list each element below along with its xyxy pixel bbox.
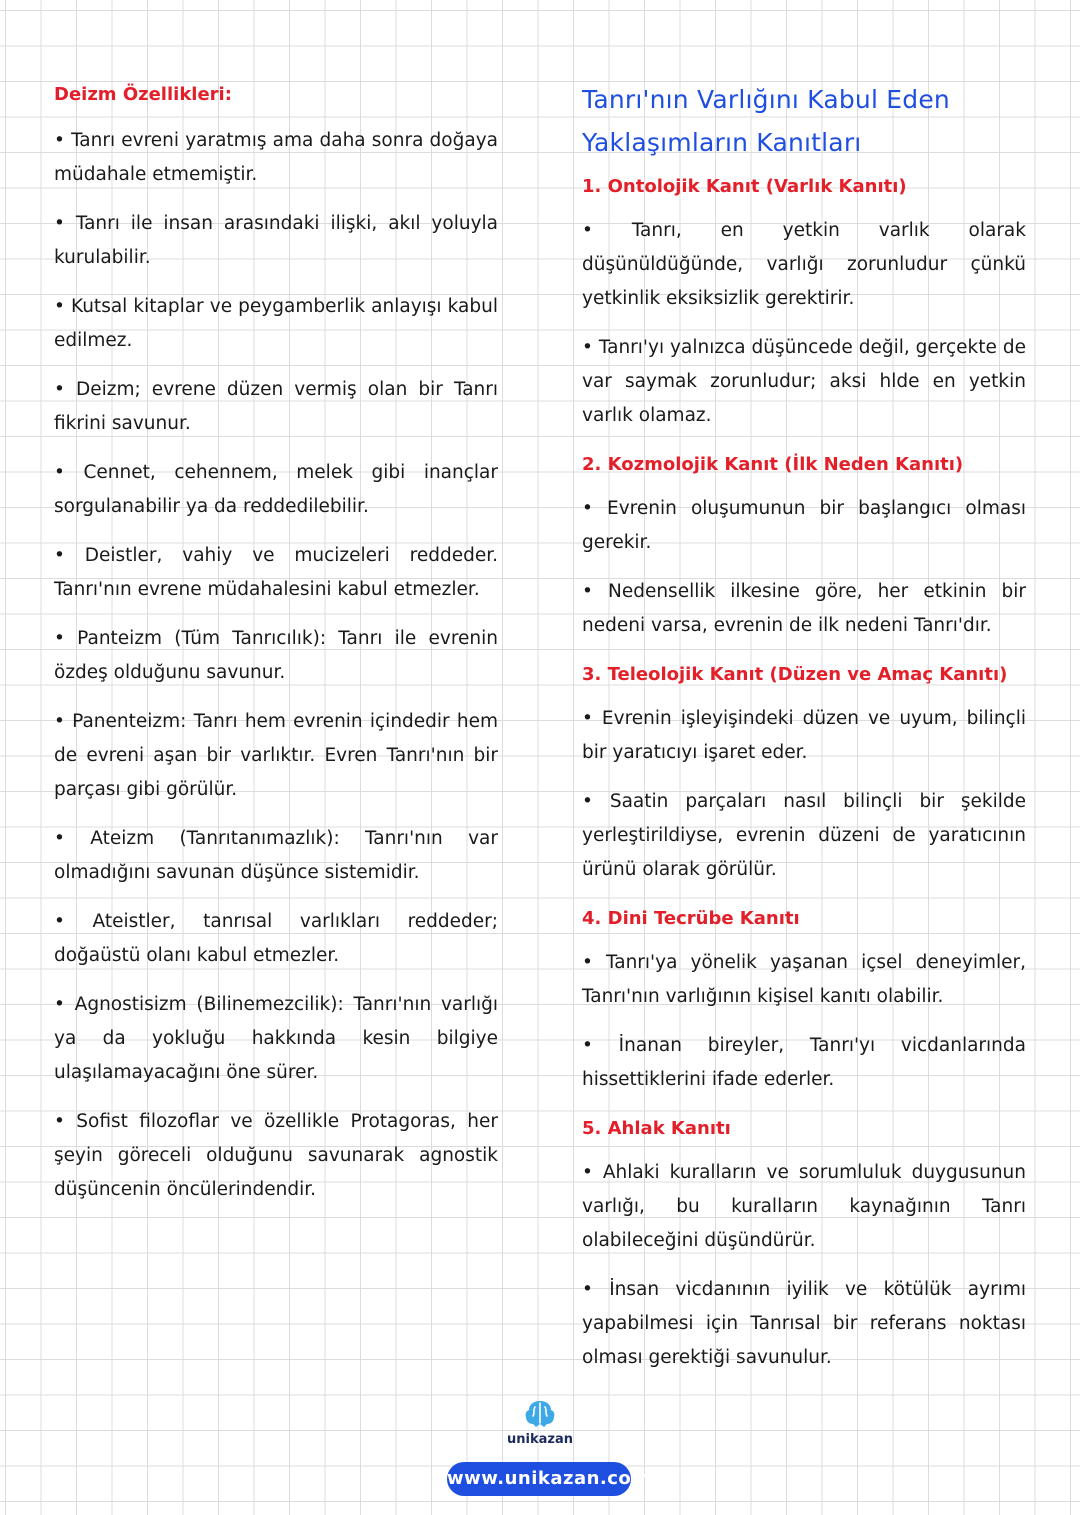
left-paragraph: • Kutsal kitaplar ve peygamberlik anlayışı kabul edilmez. xyxy=(54,296,498,351)
left-paragraph: • Deistler, vahiy ve mucizeleri reddeder. Tanrı'nın evrene müdahalesini kabul etmezler. xyxy=(54,545,498,600)
left-paragraph: • Ateizm (Tanrıtanımazlık): Tanrı'nın var olmadığını savunan düşünce sistemidir. xyxy=(54,828,498,883)
right-paragraph: • İnanan bireyler, Tanrı'yı vicdanlarında hissettiklerini ifade ederler. xyxy=(582,1035,1026,1090)
left-paragraph: • Sofist filozoflar ve özellikle Protagoras, her şeyin göreceli olduğunu savunarak agnostik düşüncenin öncülerindendir. xyxy=(54,1111,498,1200)
section-heading-cosmological: 2. Kozmolojik Kanıt (İlk Neden Kanıtı) xyxy=(582,454,964,475)
brain-logo-icon xyxy=(523,1398,557,1430)
title-line-1: Tanrı'nın Varlığını Kabul Eden xyxy=(582,85,950,114)
right-paragraph: • Saatin parçaları nasıl bilinçli bir şekilde yerleştirildiyse, evrenin düzeni de yaratıcının ürünü olarak görülür. xyxy=(582,791,1026,880)
section-heading-teleological: 3. Teleolojik Kanıt (Düzen ve Amaç Kanıtı) xyxy=(582,664,1008,685)
website-link[interactable]: www.unikazan.com xyxy=(447,1462,631,1496)
section-heading-ontological: 1. Ontolojik Kanıt (Varlık Kanıtı) xyxy=(582,176,907,197)
left-paragraph: • Panteizm (Tüm Tanrıcılık): Tanrı ile evrenin özdeş olduğunu savunur. xyxy=(54,628,498,683)
left-column xyxy=(54,78,498,1222)
right-paragraph: • İnsan vicdanının iyilik ve kötülük ayrımı yapabilmesi için Tanrısal bir referans noktası olması gerektiği savunulur. xyxy=(582,1279,1026,1368)
right-paragraph: • Evrenin işleyişindeki düzen ve uyum, bilinçli bir yaratıcıyı işaret eder. xyxy=(582,708,1026,763)
brand-logo[interactable] xyxy=(507,1398,573,1447)
right-paragraph: • Nedensellik ilkesine göre, her etkinin bir nedeni varsa, evrenin de ilk nedeni Tanrı'dır. xyxy=(582,581,1026,636)
left-paragraph: • Agnostisizm (Bilinemezcilik): Tanrı'nın varlığı ya da yokluğu hakkında kesin bilgiye ulaşılamayacağını öne sürer. xyxy=(54,994,498,1083)
section-heading-moral: 5. Ahlak Kanıtı xyxy=(582,1118,731,1139)
left-paragraph: • Panenteizm: Tanrı hem evrenin içindedir hem de evreni aşan bir varlıktır. Evren Tanrı'nın bir parçası gibi görülür. xyxy=(54,711,498,800)
right-paragraph: • Tanrı'ya yönelik yaşanan içsel deneyimler, Tanrı'nın varlığının kişisel kanıtı olabilir. xyxy=(582,952,1026,1007)
left-paragraph: • Cennet, cehennem, melek gibi inançlar sorgulanabilir ya da reddedilebilir. xyxy=(54,462,498,517)
right-paragraph: • Evrenin oluşumunun bir başlangıcı olması gerekir. xyxy=(582,498,1026,553)
footer xyxy=(0,1398,1080,1447)
left-paragraph: • Tanrı evreni yaratmış ama daha sonra doğaya müdahale etmemiştir. xyxy=(54,130,498,185)
right-column xyxy=(582,78,1026,1390)
right-paragraph: • Tanrı'yı yalnızca düşüncede değil, gerçekte de var saymak zorunludur; aksi hlde en yetkin varlık olamaz. xyxy=(582,337,1026,426)
section-heading-religious-experience: 4. Dini Tecrübe Kanıtı xyxy=(582,908,800,929)
left-paragraph: • Deizm; evrene düzen vermiş olan bir Tanrı fikrini savunur. xyxy=(54,379,498,434)
left-paragraph: • Ateistler, tanrısal varlıkları reddeder; doğaüstü olanı kabul etmezler. xyxy=(54,911,498,966)
right-paragraph: • Tanrı, en yetkin varlık olarak düşünüldüğünde, varlığı zorunludur çünkü yetkinlik eksiksizlik gerektirir. xyxy=(582,220,1026,309)
right-paragraph: • Ahlaki kuralların ve sorumluluk duygusunun varlığı, bu kuralların kaynağının Tanrı olabileceğini düşündürür. xyxy=(582,1162,1026,1251)
page-title xyxy=(582,78,1026,164)
left-paragraph: • Tanrı ile insan arasındaki ilişki, akıl yoluyla kurulabilir. xyxy=(54,213,498,268)
logo-text: unikazan xyxy=(507,1432,573,1447)
deism-heading: Deizm Özellikleri: xyxy=(54,84,232,105)
title-line-2: Yaklaşımların Kanıtları xyxy=(582,128,862,157)
